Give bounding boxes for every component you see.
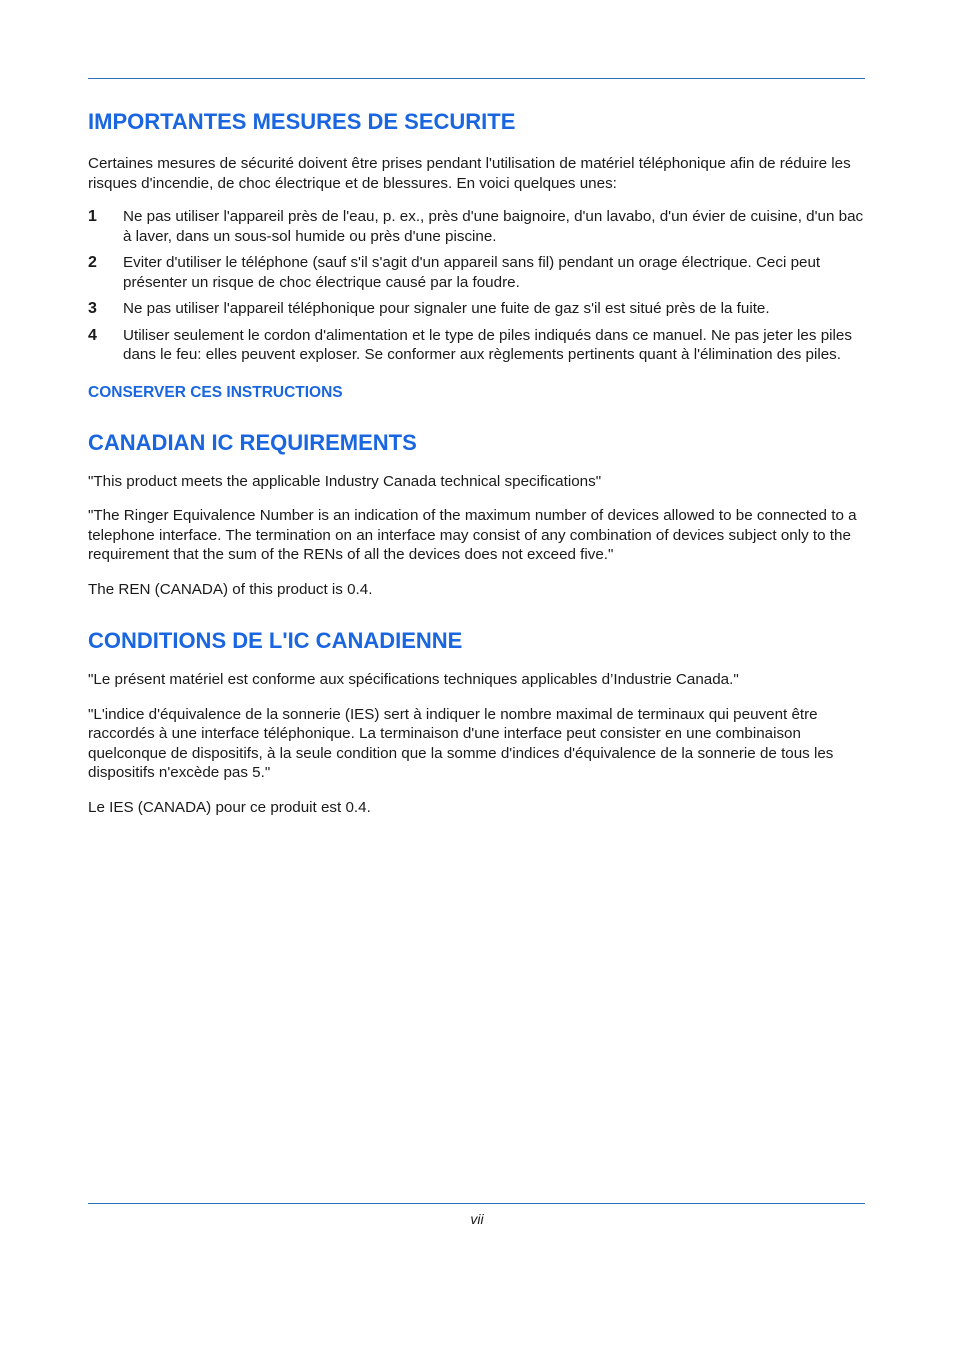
list-item-text: Ne pas utiliser l'appareil près de l'eau, p. ex., près d'une baignoire, d'un lavabo, d'un évier de cuisine, d'un bac à laver, dans un sous-sol humide ou près d'une piscine.: [123, 208, 864, 245]
list-item: [88, 326, 864, 365]
paragraph: "The Ringer Equivalence Number is an indication of the maximum number of devices allowed to be connected to a telephone interface. The termination on an interface may consist of any combination of devices subject only to the requirement that the sum of the RENs of all the devices does not exceed five.": [88, 507, 857, 563]
list-item-number: 2: [88, 254, 97, 271]
page-content: [88, 108, 864, 832]
section-title-conditions-ic: CONDITIONS DE L'IC CANADIENNE: [88, 628, 463, 653]
list-item-text: Utiliser seulement le cordon d'alimentation et le type de piles indiqués dans ce manuel. Ne pas jeter les piles dans le feu: elles peuvent exploser. Se conformer aux règlements pertinents quant à l'élimination des piles.: [123, 326, 852, 363]
paragraph: "This product meets the applicable Industry Canada technical specifications": [88, 472, 602, 490]
list-item-text: Eviter d'utiliser le téléphone (sauf s'il s'agit d'un appareil sans fil) pendant un orage électrique. Ceci peut présenter un risque de choc électrique causé par la foudre.: [123, 254, 821, 291]
safety-list: [88, 207, 864, 365]
paragraph: "Le présent matériel est conforme aux spécifications techniques applicables d’Industrie Canada.": [88, 671, 739, 688]
list-item-number: 4: [88, 326, 97, 344]
list-item-number: 1: [88, 208, 97, 225]
list-item-text: Ne pas utiliser l'appareil téléphonique pour signaler une fuite de gaz s'il est situé près de la fuite.: [123, 300, 770, 317]
header-rule: [88, 78, 865, 79]
page-number: vii: [470, 1211, 484, 1227]
section-title-importantes-mesures: IMPORTANTES MESURES DE SECURITE: [88, 109, 516, 134]
paragraph: Le IES (CANADA) pour ce produit est 0.4.: [88, 798, 371, 816]
keep-instructions-notice: CONSERVER CES INSTRUCTIONS: [88, 383, 343, 401]
section-title-canadian-ic: CANADIAN IC REQUIREMENTS: [88, 429, 417, 455]
footer-rule: [88, 1203, 865, 1204]
list-item: [88, 253, 864, 292]
list-item: [88, 299, 864, 319]
section-intro: Certaines mesures de sécurité doivent être prises pendant l'utilisation de matériel téléphonique afin de réduire les risques d'incendie, de choc électrique et de blessures. En voici quelques unes:: [88, 155, 851, 192]
list-item: [88, 207, 864, 246]
list-item-number: 3: [88, 300, 97, 317]
paragraph: The REN (CANADA) of this product is 0.4.: [88, 580, 373, 598]
paragraph: "L'indice d'équivalence de la sonnerie (IES) sert à indiquer le nombre maximal de terminaux qui peuvent être raccordés à une interface téléphonique. La terminaison d'une interface peut consister en une combinaison quelconque de dispositifs, à la seule condition que la somme d'indices d'équivalence de la sonnerie de tous les dispositifs n'excède pas 5.": [88, 705, 834, 781]
